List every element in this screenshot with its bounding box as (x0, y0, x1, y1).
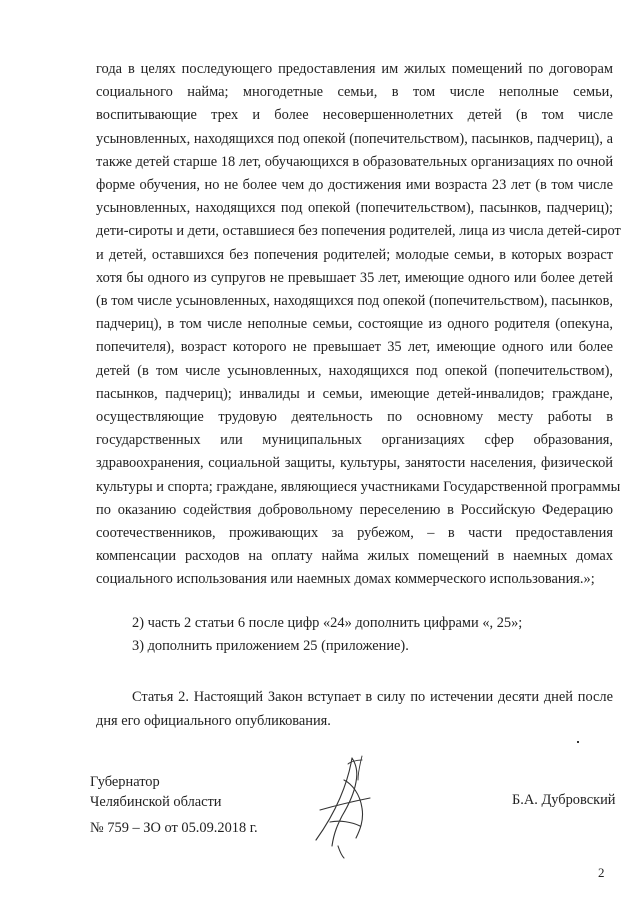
body-line: хотя бы одного из супругов не превышает 35 лет, имеющие одного или более детей (96, 269, 613, 286)
body-line: культуры и спорта; граждане, являющиеся участниками Государственной программы (96, 478, 621, 495)
page-number: 2 (598, 865, 605, 880)
body-line: детей (в том числе усыновленных, находящихся под опекой (попечительством), (96, 362, 613, 379)
body-line: компенсации расходов на оплату найма жилых помещений в наемных домах (96, 548, 613, 565)
body-line: государственных или муниципальных организациях сфер образования, (96, 432, 613, 449)
body-line: года в целях последующего предоставления им жилых помещений по договорам (96, 61, 613, 77)
body-line: усыновленных, находящихся под опекой (попечительством), пасынков, падчериц); (96, 200, 613, 217)
law-body-paragraph (96, 58, 621, 592)
body-line: и детей, оставшихся без попечения родителей; молодые семьи, в которых возраст (96, 246, 613, 263)
signatory-title (90, 772, 222, 812)
body-line: падчериц), в том числе неполные семьи, состоящие из одного родителя (опекуна, (96, 316, 613, 333)
stray-mark (577, 741, 579, 743)
article-2 (96, 685, 613, 733)
document-number: № 759 – ЗО от 05.09.2018 г. (90, 820, 258, 836)
body-line: пасынков, падчериц); инвалиды и семьи, имеющие детей-инвалидов; граждане, (96, 385, 613, 402)
list-item-2: 2) часть 2 статьи 6 после цифр «24» дополнить цифрами «, 25»; (132, 615, 523, 631)
body-line: здравоохранения, социальной защиты, культуры, занятости населения, физической (96, 455, 613, 472)
body-line: социального использования или наемных домах коммерческого использования.»; (96, 571, 595, 588)
handwritten-signature (300, 750, 390, 860)
body-line: по оказанию содействия добровольному переселению в Российскую Федерацию (96, 501, 613, 518)
article-2-line-1: Статья 2. Настоящий Закон вступает в силу по истечении десяти дней после (132, 689, 613, 705)
list-item-3: 3) дополнить приложением 25 (приложение). (132, 638, 409, 654)
body-line: (в том числе усыновленных, находящихся под опекой (попечительством), пасынков, (96, 293, 613, 310)
signatory-title-line-2: Челябинской области (90, 794, 222, 810)
body-line: дети-сироты и дети, оставшиеся без попечения родителей, лица из числа детей-сирот (96, 223, 621, 240)
body-line: попечителя), возраст которого не превышает 35 лет, имеющие одного или более (96, 339, 613, 356)
body-line: форме обучения, но не более чем до достижения ими возраста 23 лет (в том числе (96, 177, 613, 194)
article-2-line-2: дня его официального опубликования. (96, 713, 331, 729)
body-line: осуществляющие трудовую деятельность по основному месту работы в (96, 409, 613, 426)
body-line: усыновленных, находящихся под опекой (попечительством), пасынков, падчериц), а (96, 130, 613, 147)
body-line: воспитывающие трех и более несовершеннолетних детей (в том числе (96, 107, 613, 124)
body-line: социального найма; многодетные семьи, в том числе неполные семьи, (96, 84, 613, 101)
signatory-title-line-1: Губернатор (90, 774, 160, 790)
body-line: также детей старше 18 лет, обучающихся в образовательных организациях по очной (96, 153, 614, 170)
signer-name: Б.А. Дубровский (512, 792, 616, 808)
body-line: соотечественников, проживающих за рубежом, – в части предоставления (96, 525, 613, 542)
